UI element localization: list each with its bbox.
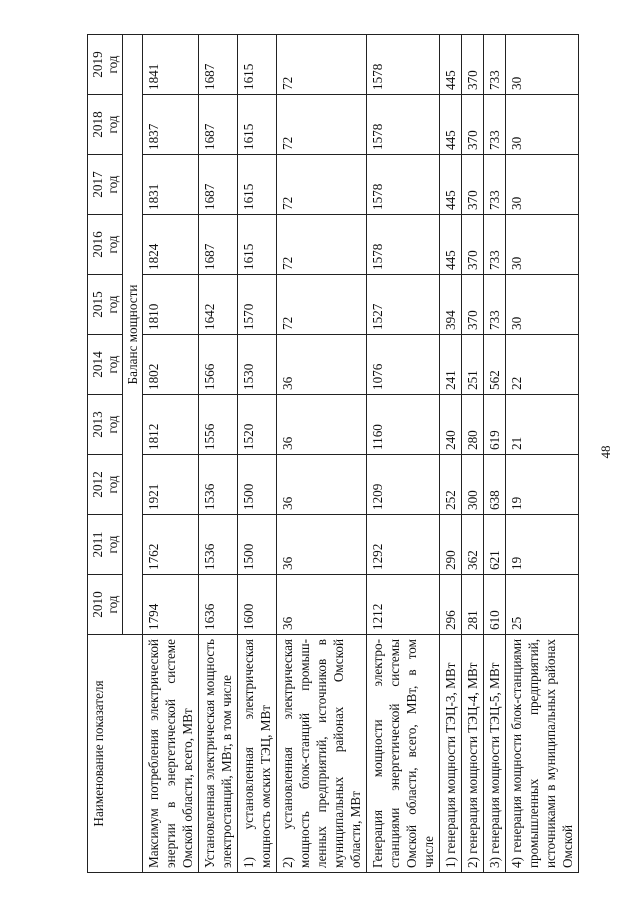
value-cell: 1810 (143, 275, 199, 335)
value-cell: 1802 (143, 335, 199, 395)
year-header: 2018 год (88, 95, 123, 155)
year-header: 2010 год (88, 575, 123, 635)
indicator-name-cell: 2) установленная электрическая мощность блок-станций промыш-ленных предприятий, источников в муниципальных районах Омской области, МВт (277, 635, 367, 873)
value-cell: 36 (277, 575, 367, 635)
value-cell: 36 (277, 335, 367, 395)
table-row (238, 35, 277, 873)
value-cell: 281 (462, 575, 484, 635)
value-cell: 370 (462, 155, 484, 215)
indicator-name-cell: 2) генерация мощности ТЭЦ-4, МВт (462, 635, 484, 873)
value-cell: 280 (462, 395, 484, 455)
value-cell: 1687 (199, 215, 238, 275)
value-cell: 733 (484, 155, 506, 215)
value-cell: 36 (277, 395, 367, 455)
value-cell: 1615 (238, 215, 277, 275)
year-header: 2013 год (88, 395, 123, 455)
table-row (199, 35, 238, 873)
value-cell: 445 (440, 35, 462, 95)
value-cell: 19 (506, 515, 579, 575)
table-row (462, 35, 484, 873)
value-cell: 1536 (199, 515, 238, 575)
year-header: 2017 год (88, 155, 123, 215)
value-cell: 1578 (367, 155, 440, 215)
indicator-name-header: Наименование показателя (88, 635, 143, 873)
value-cell: 19 (506, 455, 579, 515)
value-cell: 1841 (143, 35, 199, 95)
table-row (143, 35, 199, 873)
value-cell: 1687 (199, 155, 238, 215)
value-cell: 1570 (238, 275, 277, 335)
value-cell: 1687 (199, 95, 238, 155)
value-cell: 1160 (367, 395, 440, 455)
value-cell: 1824 (143, 215, 199, 275)
value-cell: 1794 (143, 575, 199, 635)
value-cell: 619 (484, 395, 506, 455)
year-header: 2015 год (88, 275, 123, 335)
value-cell: 733 (484, 215, 506, 275)
value-cell: 733 (484, 275, 506, 335)
value-cell: 30 (506, 155, 579, 215)
indicator-name-cell: 4) генерация мощности блок-станциями промышленных предприятий, источниками в муниципальных районах Омской (506, 635, 579, 873)
value-cell: 1831 (143, 155, 199, 215)
value-cell: 1556 (199, 395, 238, 455)
table-row (506, 35, 579, 873)
value-cell: 370 (462, 35, 484, 95)
value-cell: 1212 (367, 575, 440, 635)
value-cell: 562 (484, 335, 506, 395)
rotated-table-container (87, 35, 624, 873)
value-cell: 1527 (367, 275, 440, 335)
value-cell: 1578 (367, 35, 440, 95)
value-cell: 1600 (238, 575, 277, 635)
value-cell: 733 (484, 35, 506, 95)
indicator-name-cell: Генерация мощности электро-станциями энергетической системы Омской области, всего, МВт, в том числе (367, 635, 440, 873)
indicator-name-cell: Установленная электрическая мощность электростанций, МВт, в том числе (199, 635, 238, 873)
indicator-name-cell: Максимум потребления электрической энергии в энергетической системе Омской области, всего, МВт (143, 635, 199, 873)
value-cell: 1762 (143, 515, 199, 575)
value-cell: 241 (440, 335, 462, 395)
indicator-name-cell: 1) генерация мощности ТЭЦ-3, МВт (440, 635, 462, 873)
value-cell: 733 (484, 95, 506, 155)
value-cell: 1636 (199, 575, 238, 635)
year-header: 2011 год (88, 515, 123, 575)
value-cell: 30 (506, 215, 579, 275)
value-cell: 25 (506, 575, 579, 635)
value-cell: 1615 (238, 95, 277, 155)
value-cell: 1578 (367, 95, 440, 155)
value-cell: 1615 (238, 155, 277, 215)
value-cell: 300 (462, 455, 484, 515)
value-cell: 1642 (199, 275, 238, 335)
value-cell: 1615 (238, 35, 277, 95)
value-cell: 1812 (143, 395, 199, 455)
table-header-row (88, 35, 123, 873)
value-cell: 21 (506, 395, 579, 455)
year-header: 2016 год (88, 215, 123, 275)
value-cell: 1687 (199, 35, 238, 95)
table-row (440, 35, 462, 873)
value-cell: 1500 (238, 515, 277, 575)
value-cell: 445 (440, 155, 462, 215)
value-cell: 30 (506, 95, 579, 155)
value-cell: 296 (440, 575, 462, 635)
value-cell: 72 (277, 35, 367, 95)
indicator-name-cell: 1) установленная электрическая мощность омских ТЭЦ, МВт (238, 635, 277, 873)
value-cell: 362 (462, 515, 484, 575)
value-cell: 240 (440, 395, 462, 455)
value-cell: 30 (506, 35, 579, 95)
value-cell: 1536 (199, 455, 238, 515)
table-row (367, 35, 440, 873)
table-row (484, 35, 506, 873)
year-header: 2014 год (88, 335, 123, 395)
table-row (277, 35, 367, 873)
value-cell: 72 (277, 215, 367, 275)
value-cell: 370 (462, 275, 484, 335)
value-cell: 251 (462, 335, 484, 395)
table-body (143, 35, 579, 873)
value-cell: 638 (484, 455, 506, 515)
value-cell: 1578 (367, 215, 440, 275)
value-cell: 72 (277, 155, 367, 215)
value-cell: 370 (462, 95, 484, 155)
value-cell: 1921 (143, 455, 199, 515)
value-cell: 445 (440, 95, 462, 155)
indicator-name-cell: 3) генерация мощности ТЭЦ-5, МВт (484, 635, 506, 873)
page-number: 48 (598, 445, 613, 459)
year-header: 2019 год (88, 35, 123, 95)
value-cell: 1837 (143, 95, 199, 155)
year-header: 2012 год (88, 455, 123, 515)
value-cell: 1209 (367, 455, 440, 515)
value-cell: 1076 (367, 335, 440, 395)
value-cell: 1530 (238, 335, 277, 395)
value-cell: 36 (277, 515, 367, 575)
value-cell: 290 (440, 515, 462, 575)
value-cell: 1520 (238, 395, 277, 455)
value-cell: 445 (440, 215, 462, 275)
value-cell: 30 (506, 275, 579, 335)
section-title: Баланс мощности (123, 35, 143, 635)
value-cell: 36 (277, 455, 367, 515)
value-cell: 72 (277, 275, 367, 335)
value-cell: 22 (506, 335, 579, 395)
value-cell: 1566 (199, 335, 238, 395)
value-cell: 610 (484, 575, 506, 635)
value-cell: 72 (277, 95, 367, 155)
value-cell: 252 (440, 455, 462, 515)
value-cell: 1292 (367, 515, 440, 575)
value-cell: 394 (440, 275, 462, 335)
power-balance-table (87, 34, 579, 873)
value-cell: 1500 (238, 455, 277, 515)
value-cell: 621 (484, 515, 506, 575)
value-cell: 370 (462, 215, 484, 275)
